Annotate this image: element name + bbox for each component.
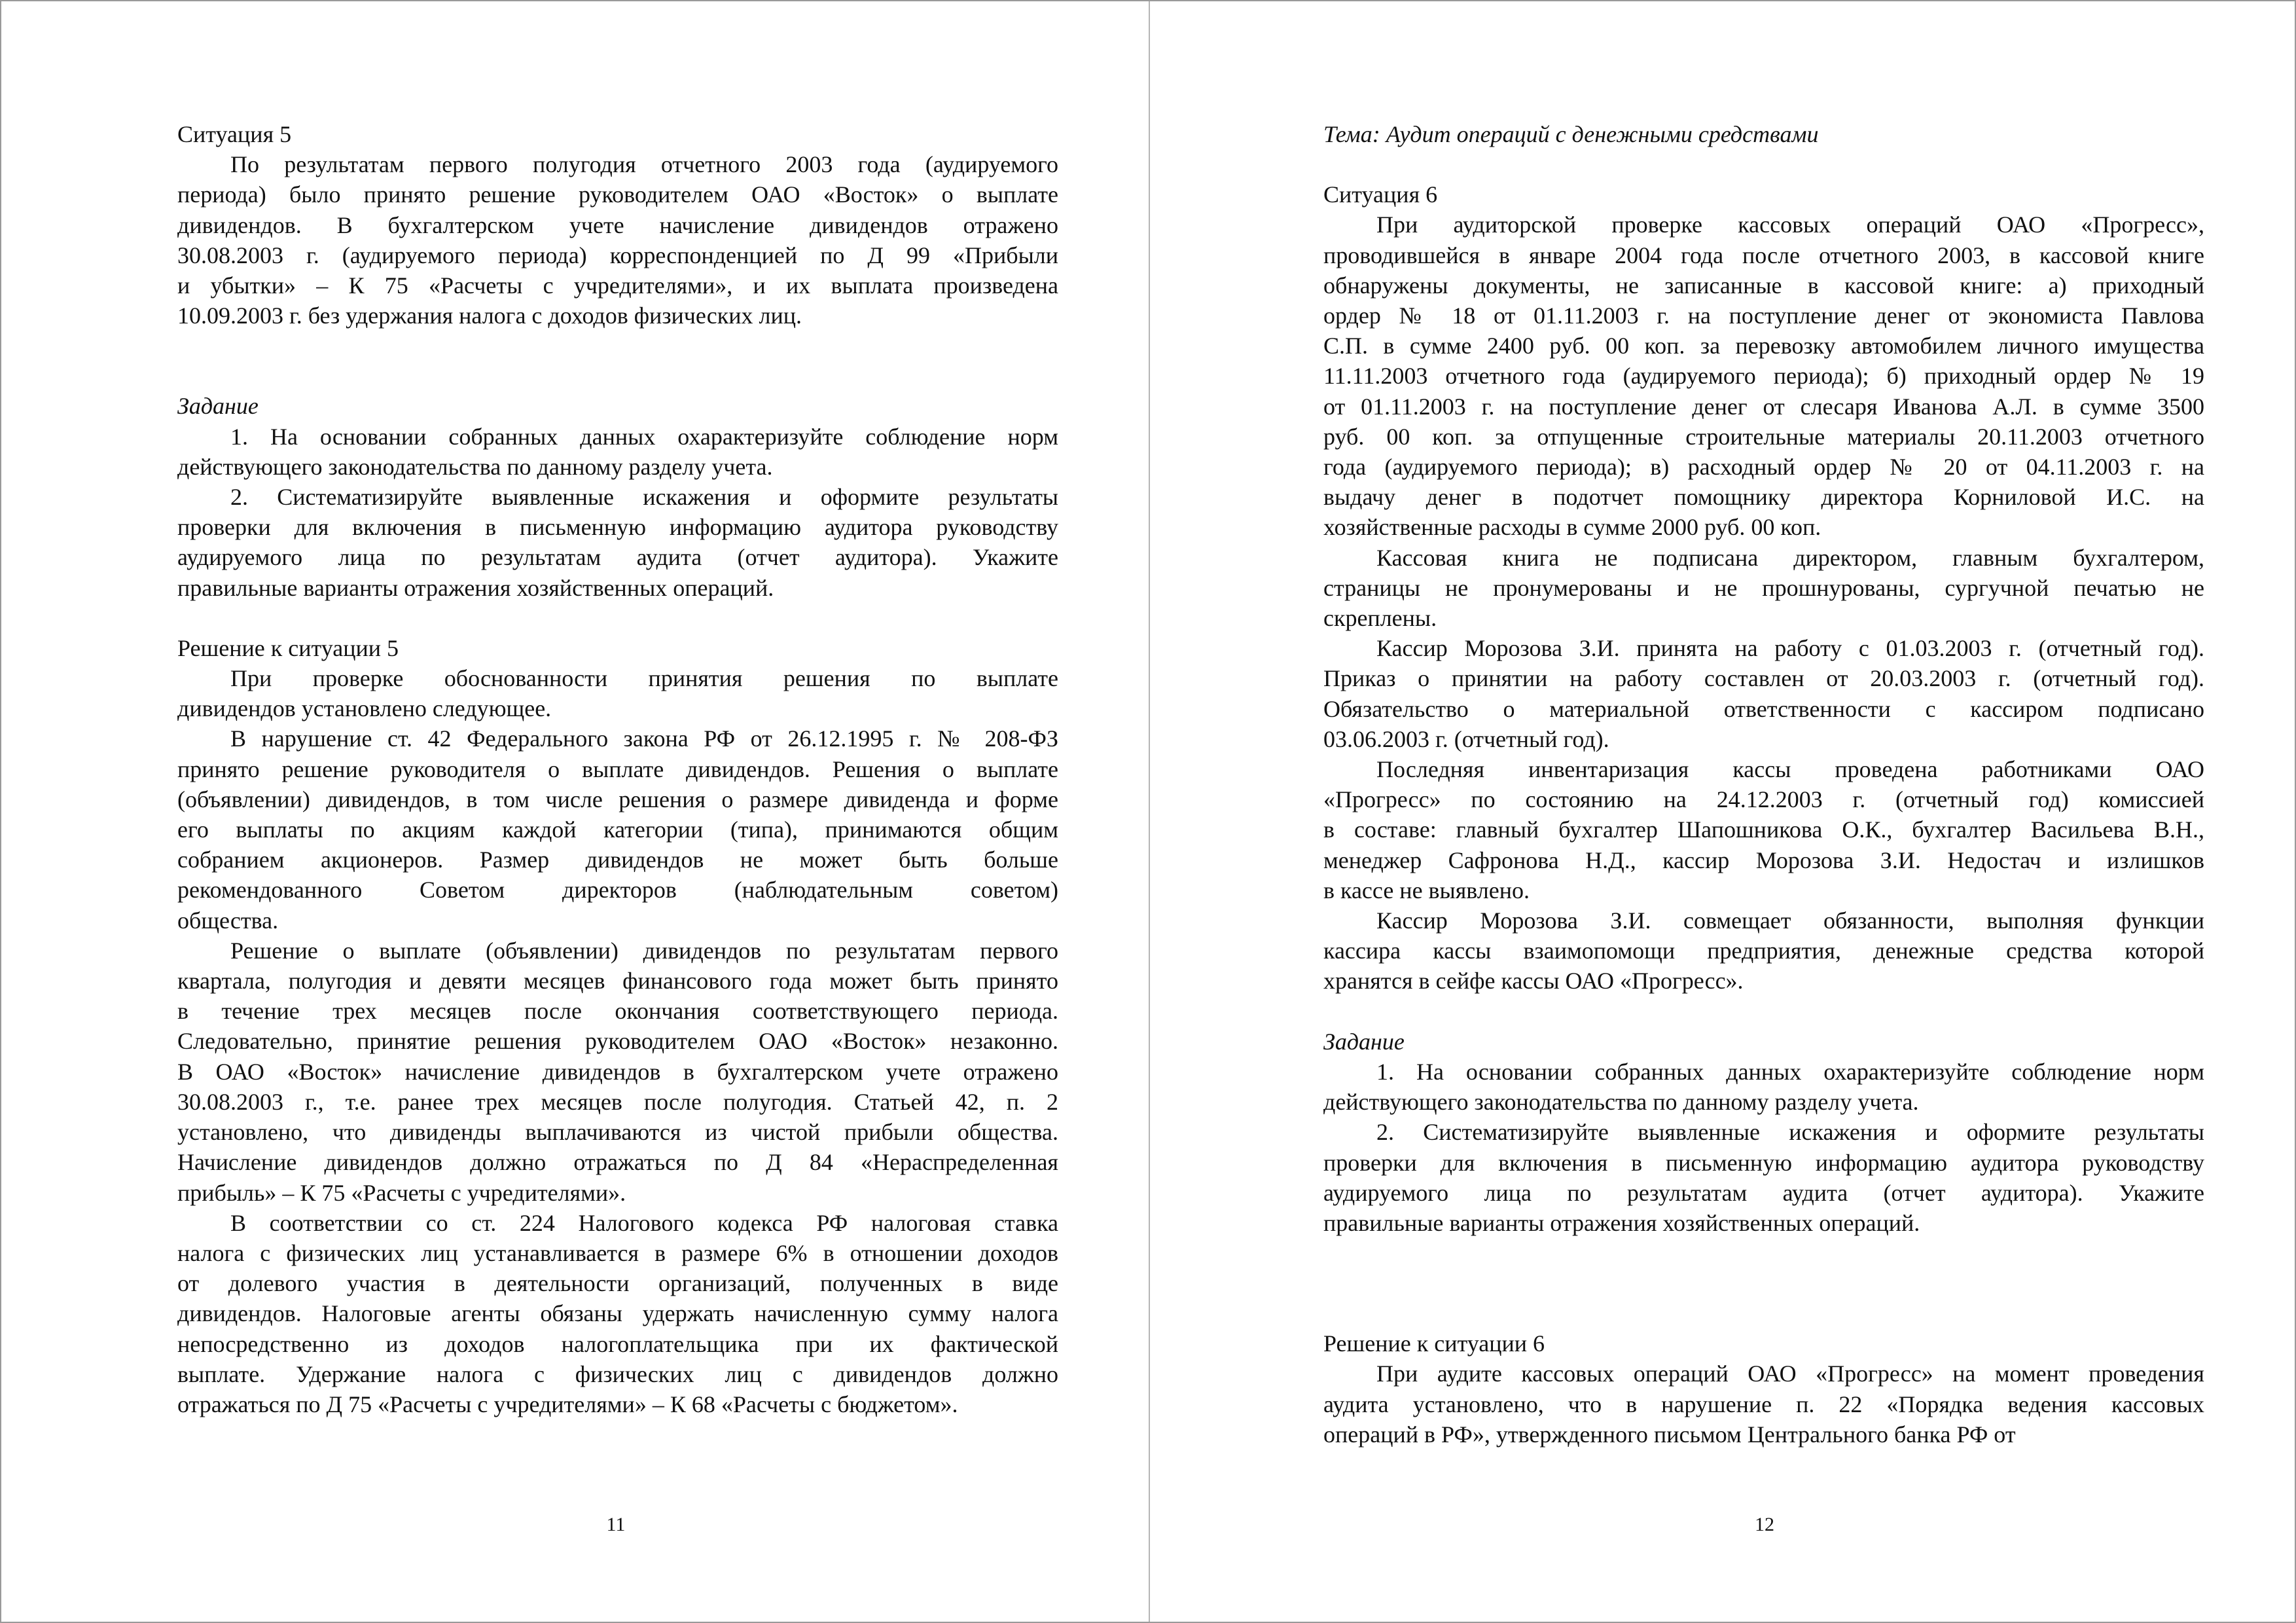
text-line: При проверке обоснованности принятия решения по выплате bbox=[230, 665, 1058, 692]
text-line: руб. 00 коп. за отпущенные строительные материалы 20.11.2003 отчетного bbox=[1323, 423, 2204, 450]
text-line: периода) было принято решение руководителем ОАО «Восток» о выплате bbox=[177, 181, 1058, 208]
task-item-1-left bbox=[177, 422, 1058, 482]
situation-5-heading: Ситуация 5 bbox=[177, 121, 292, 147]
text-line: прибыль» – К 75 «Расчеты с учредителями». bbox=[177, 1179, 626, 1206]
text-line: 2. Систематизируйте выявленные искажения и оформите результаты bbox=[230, 484, 1058, 511]
text-line: аудируемого лица по результатам аудита (отчет аудитора). Укажите bbox=[1323, 1179, 2204, 1206]
text-line: С.П. в сумме 2400 руб. 00 коп. за перевозку автомобилем личного имущества bbox=[1323, 333, 2204, 359]
text-line: рекомендованного Советом директоров (наблюдательным советом) bbox=[177, 877, 1058, 903]
text-line: В нарушение ст. 42 Федерального закона РФ от 26.12.1995 г. № 208-ФЗ bbox=[230, 725, 1058, 752]
text-line: собранием акционеров. Размер дивидендов не может быть больше bbox=[177, 847, 1058, 873]
text-line: года (аудируемого периода); в) расходный ордер № 20 от 04.11.2003 г. на bbox=[1323, 454, 2204, 481]
task-heading-left: Задание bbox=[177, 393, 259, 420]
text-line: 11.11.2003 отчетного года (аудируемого периода); б) приходный ордер № 19 bbox=[1323, 363, 2204, 390]
task-item-2-right bbox=[1323, 1117, 2204, 1238]
text-line: отражаться по Д 75 «Расчеты с учредителями» – К 68 «Расчеты с бюджетом». bbox=[177, 1391, 958, 1417]
text-line: 30.08.2003 г. (аудируемого периода) корреспонденцией по Д 99 «Прибыли bbox=[177, 242, 1058, 268]
text-line: ордер № 18 от 01.11.2003 г. на поступление денег от экономиста Павлова bbox=[1323, 302, 2204, 329]
text-line: кассира кассы взаимопомощи предприятия, денежные средства которой bbox=[1323, 938, 2204, 964]
text-line: проводившейся в январе 2004 года после отчетного 2003, в кассовой книге bbox=[1323, 242, 2204, 268]
text-line: от долевого участия в деятельности организаций, полученных в виде bbox=[177, 1270, 1058, 1297]
text-line: 30.08.2003 г., т.е. ранее трех месяцев после полугодия. Статьей 42, п. 2 bbox=[177, 1088, 1058, 1115]
solution-6-paragraph-1 bbox=[1323, 1359, 2204, 1450]
text-line: (объявлении) дивидендов, в том числе решения о размере дивиденда и форме bbox=[177, 786, 1058, 812]
text-line: Кассир Морозова З.И. принята на работу с 01.03.2003 г. (отчетный год). bbox=[1376, 635, 2204, 662]
text-line: от 01.11.2003 г. на поступление денег от слесаря Иванова А.Л. в сумме 3500 bbox=[1323, 393, 2204, 420]
text-line: дивидендов. Налоговые агенты обязаны удержать начисленную сумму налога bbox=[177, 1300, 1058, 1327]
text-line: установлено, что дивиденды выплачиваются из чистой прибыли общества. bbox=[177, 1119, 1058, 1146]
text-line: При аудиторской проверке кассовых операций ОАО «Прогресс», bbox=[1376, 211, 2204, 238]
text-line: 10.09.2003 г. без удержания налога с доходов физических лиц. bbox=[177, 302, 802, 329]
text-line: При аудите кассовых операций ОАО «Прогресс» на момент проведения bbox=[1376, 1360, 2204, 1387]
left-page bbox=[177, 119, 1058, 1419]
text-line: операций в РФ», утвержденного письмом Центрального банка РФ от bbox=[1323, 1421, 2016, 1448]
solution-5-paragraph-3 bbox=[177, 936, 1058, 1208]
text-line: Следовательно, принятие решения руководителем ОАО «Восток» незаконно. bbox=[177, 1028, 1058, 1055]
solution-5-paragraph-2 bbox=[177, 723, 1058, 935]
situation-6-paragraph-1 bbox=[1323, 210, 2204, 542]
situation-5-text bbox=[177, 149, 1058, 331]
text-line: аудируемого лица по результатам аудита (отчет аудитора). Укажите bbox=[177, 544, 1058, 571]
topic-title: Тема: Аудит операций с денежными средствами bbox=[1323, 121, 1819, 147]
text-line: в течение трех месяцев после окончания соответствующего периода. bbox=[177, 998, 1058, 1025]
text-line: выплате. Удержание налога с физических лиц с дивидендов должно bbox=[177, 1360, 1058, 1387]
text-line: его выплаты по акциям каждой категории (типа), принимаются общим bbox=[177, 816, 1058, 843]
text-line: Решение о выплате (объявлении) дивидендов по результатам первого bbox=[230, 937, 1058, 964]
text-line: По результатам первого полугодия отчетного 2003 года (аудируемого bbox=[230, 151, 1058, 178]
text-line: проверки для включения в письменную информацию аудитора руководству bbox=[1323, 1149, 2204, 1176]
text-line: Обязательство о материальной ответственности с кассиром подписано bbox=[1323, 695, 2204, 722]
text-line: выдачу денег в подотчет помощнику директора Корниловой И.С. на bbox=[1323, 484, 2204, 511]
text-line: Последняя инвентаризация кассы проведена работниками ОАО bbox=[1376, 756, 2204, 783]
page-number-right: 12 bbox=[1755, 1514, 1774, 1535]
text-line: действующего законодательства по данному разделу учета. bbox=[1323, 1089, 1919, 1116]
text-line: страницы не пронумерованы и не прошнурованы, сургучной печатью не bbox=[1323, 574, 2204, 601]
situation-6-paragraph-5 bbox=[1323, 905, 2204, 996]
text-line: Начисление дивидендов должно отражаться по Д 84 «Нераспределенная bbox=[177, 1149, 1058, 1176]
solution-6-heading: Решение к ситуации 6 bbox=[1323, 1330, 1545, 1357]
situation-6-heading: Ситуация 6 bbox=[1323, 181, 1438, 208]
text-line: В ОАО «Восток» начисление дивидендов в бухгалтерском учете отражено bbox=[177, 1058, 1058, 1085]
text-line: квартала, полугодия и девяти месяцев финансового года может быть принято bbox=[177, 968, 1058, 994]
text-line: правильные варианты отражения хозяйственных операций. bbox=[1323, 1209, 1920, 1236]
page-divider bbox=[1149, 1, 1150, 1622]
text-line: дивидендов. В бухгалтерском учете начисление дивидендов отражено bbox=[177, 211, 1058, 238]
solution-5-paragraph-1 bbox=[177, 663, 1058, 723]
text-line: Приказ о принятии на работу составлен от 20.03.2003 г. (отчетный год). bbox=[1323, 665, 2204, 692]
text-line: правильные варианты отражения хозяйственных операций. bbox=[177, 574, 774, 601]
text-line: хранятся в сейфе кассы ОАО «Прогресс». bbox=[1323, 968, 1744, 994]
text-line: 1. На основании собранных данных охарактеризуйте соблюдение норм bbox=[230, 423, 1058, 450]
text-line: скреплены. bbox=[1323, 605, 1437, 632]
page-number-left: 11 bbox=[606, 1514, 626, 1535]
text-line: менеджер Сафронова Н.Д., кассир Морозова З.И. Недостач и излишков bbox=[1323, 847, 2204, 873]
text-line: действующего законодательства по данному разделу учета. bbox=[177, 453, 773, 480]
text-line: непосредственно из доходов налогоплательщика при их фактической bbox=[177, 1330, 1058, 1357]
situation-6-paragraph-2 bbox=[1323, 543, 2204, 634]
text-line: налога с физических лиц устанавливается в размере 6% в отношении доходов bbox=[177, 1239, 1058, 1266]
situation-6-paragraph-4 bbox=[1323, 754, 2204, 905]
text-line: хозяйственные расходы в сумме 2000 руб. 00 коп. bbox=[1323, 514, 1821, 541]
text-line: дивидендов установлено следующее. bbox=[177, 695, 552, 722]
text-line: в составе: главный бухгалтер Шапошникова О.К., бухгалтер Васильева В.Н., bbox=[1323, 816, 2204, 843]
text-line: в кассе не выявлено. bbox=[1323, 877, 1530, 903]
text-line: и убытки» – К 75 «Расчеты с учредителями», и их выплата произведена bbox=[177, 272, 1058, 299]
text-line: общества. bbox=[177, 907, 279, 934]
text-line: Кассовая книга не подписана директором, главным бухгалтером, bbox=[1376, 544, 2204, 571]
text-line: В соответствии со ст. 224 Налогового кодекса РФ налоговая ставка bbox=[230, 1209, 1058, 1236]
text-line: аудита установлено, что в нарушение п. 22 «Порядка ведения кассовых bbox=[1323, 1391, 2204, 1417]
situation-6-paragraph-3 bbox=[1323, 633, 2204, 754]
task-item-1-right bbox=[1323, 1057, 2204, 1117]
text-line: принято решение руководителя о выплате дивидендов. Решения о выплате bbox=[177, 756, 1058, 782]
task-item-2-left bbox=[177, 482, 1058, 603]
text-line: 03.06.2003 г. (отчетный год). bbox=[1323, 725, 1609, 752]
text-line: Кассир Морозова З.И. совмещает обязанности, выполняя функции bbox=[1376, 907, 2204, 934]
text-line: «Прогресс» по состоянию на 24.12.2003 г. (отчетный год) комиссией bbox=[1323, 786, 2204, 813]
solution-5-heading: Решение к ситуации 5 bbox=[177, 634, 399, 661]
solution-5-paragraph-4 bbox=[177, 1208, 1058, 1419]
text-line: обнаружены документы, не записанные в кассовой книге: а) приходный bbox=[1323, 272, 2204, 299]
text-line: 1. На основании собранных данных охарактеризуйте соблюдение норм bbox=[1376, 1058, 2204, 1085]
task-heading-right: Задание bbox=[1323, 1028, 1405, 1055]
text-line: 2. Систематизируйте выявленные искажения и оформите результаты bbox=[1376, 1119, 2204, 1146]
text-line: проверки для включения в письменную информацию аудитора руководству bbox=[177, 514, 1058, 541]
right-page bbox=[1323, 119, 2204, 1450]
